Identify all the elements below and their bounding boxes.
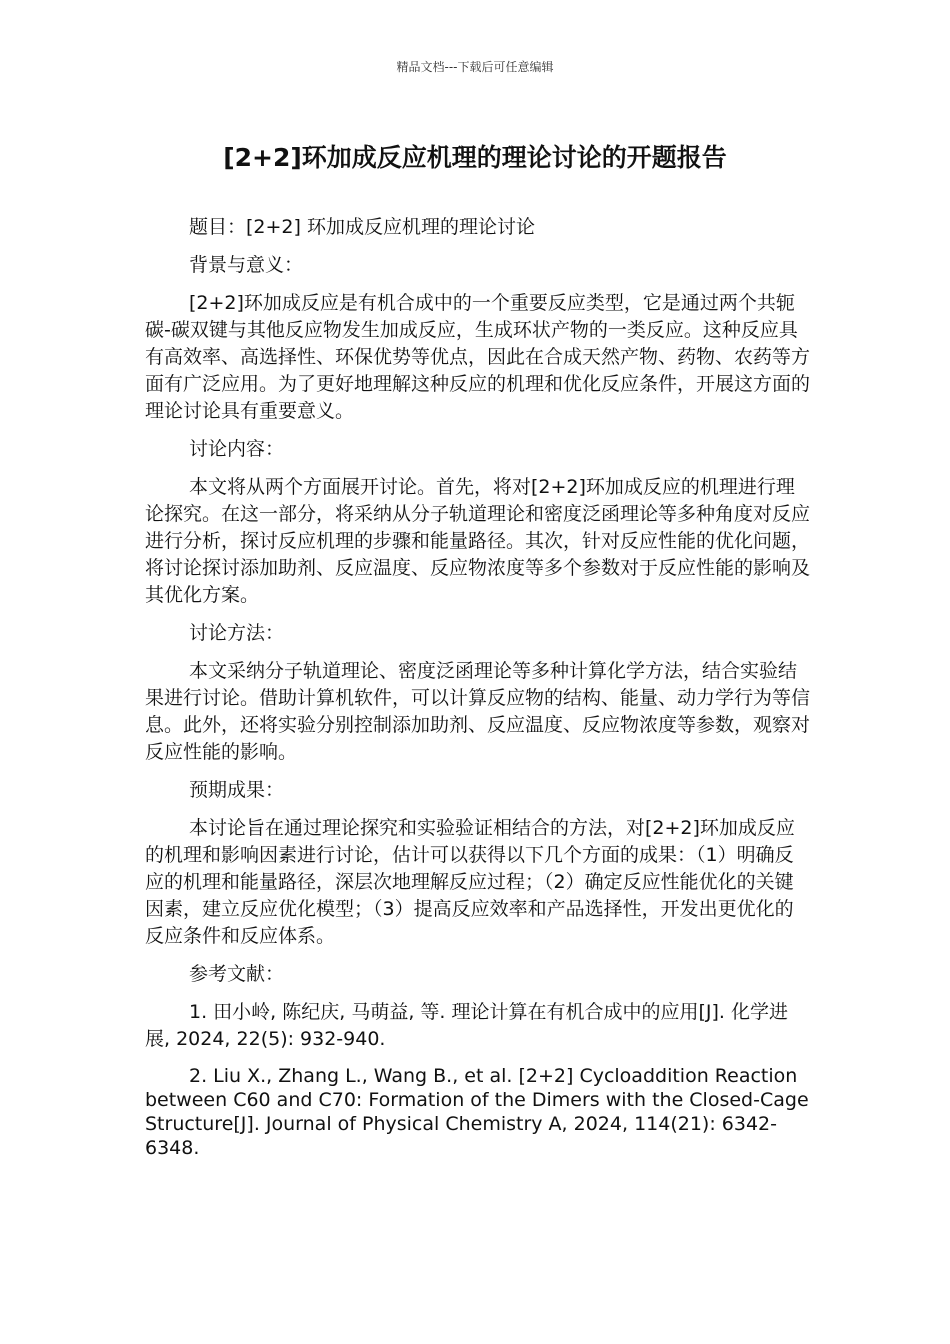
content-paragraph: 本文将从两个方面展开讨论。首先，将对[2+2]环加成反应的机理进行理论探究。在这一部分，将采纳从分子轨道理论和密度泛函理论等多种角度对反应进行分析，探讨反应机理的步骤和能量路径。其次，针对反应性能的优化问题，将讨论探讨添加助剂、反应温度、反应物浓度等多个参数对于反应性能的影响及其优化方案。 — [145, 476, 811, 606]
document-body — [145, 214, 810, 1171]
results-paragraph: 本讨论旨在通过理论探究和实验验证相结合的方法，对[2+2]环加成反应的机理和影响因素进行讨论，估计可以获得以下几个方面的成果：（1）明确反应的机理和能量路径，深层次地理解反应过程；（2）确定反应性能优化的关键因素，建立反应优化模型；（3）提高反应效率和产品选择性，开发出更优化的反应条件和反应体系。 — [145, 817, 795, 947]
method-heading: 讨论方法： — [189, 622, 285, 644]
header-note: 精品文档---下载后可任意编辑 — [396, 60, 554, 74]
background-heading: 背景与意义： — [189, 254, 304, 276]
document-title: [2+2]环加成反应机理的理论讨论的开题报告 — [223, 143, 727, 172]
results-heading: 预期成果： — [189, 779, 285, 801]
reference-item-1: 1. 田小岭, 陈纪庆, 马萌益, 等. 理论计算在有机合成中的应用[J]. 化学进展, 2024, 22(5): 932-940. — [145, 1001, 788, 1050]
topic-line: 题目：[2+2] 环加成反应机理的理论讨论 — [189, 216, 535, 238]
method-paragraph: 本文采纳分子轨道理论、密度泛函理论等多种计算化学方法，结合实验结果进行讨论。借助计算机软件，可以计算反应物的结构、能量、动力学行为等信息。此外，还将实验分别控制添加助剂、反应温度、反应物浓度等参数，观察对反应性能的影响。 — [145, 660, 811, 763]
background-paragraph: [2+2]环加成反应是有机合成中的一个重要反应类型，它是通过两个共轭碳-碳双键与其他反应物发生加成反应，生成环状产物的一类反应。这种反应具有高效率、高选择性、环保优势等优点，因此在合成天然产物、药物、农药等方面有广泛应用。为了更好地理解这种反应的机理和优化反应条件，开展这方面的理论讨论具有重要意义。 — [145, 292, 811, 422]
reference-item-2: 2. Liu X., Zhang L., Wang B., et al. [2+2] Cycloaddition Reaction between C60 and C70: Formation of the Dimers with the Closed-Cage Structure[J]. Journal of Physical Chemistry A, 2024, 114(21): 6342-6348. — [145, 1065, 809, 1159]
content-heading: 讨论内容： — [189, 438, 285, 460]
references-heading: 参考文献： — [189, 963, 285, 985]
